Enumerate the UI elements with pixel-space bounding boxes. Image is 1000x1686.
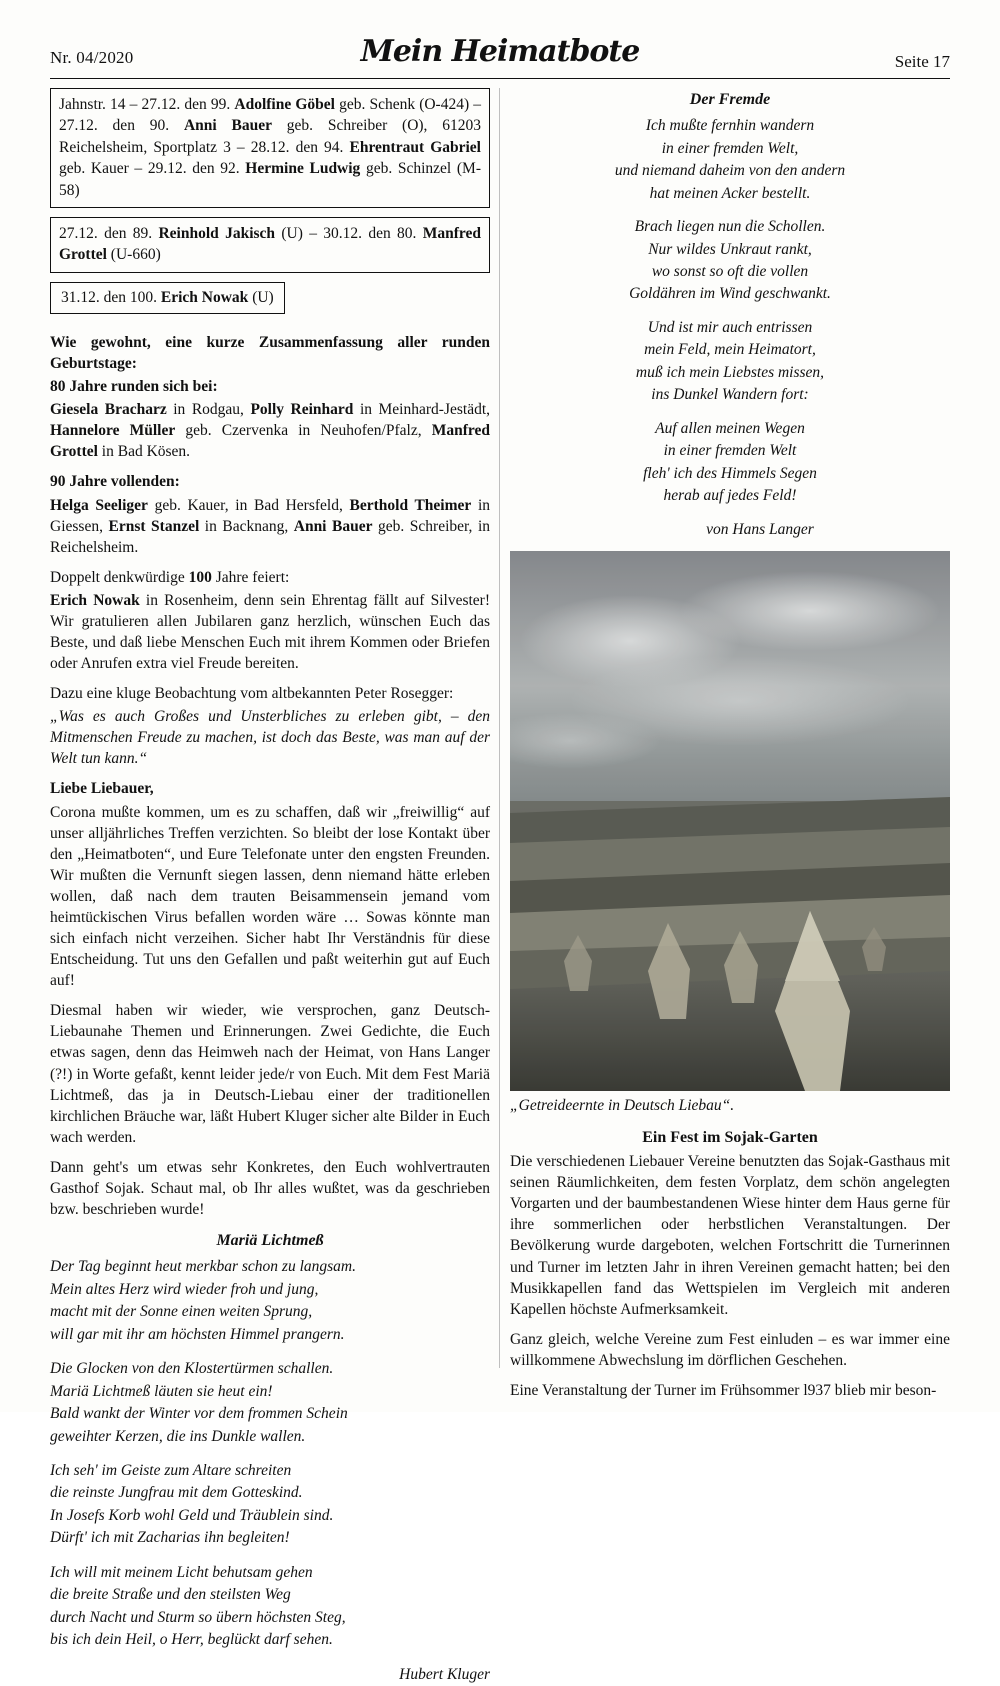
poem-line: Brach liegen nun die Schollen. xyxy=(634,218,826,236)
masthead xyxy=(50,34,950,74)
poem-line: Bald wankt der Winter vor dem frommen Schein xyxy=(50,1405,348,1423)
publication-title: Mein Heimatbote xyxy=(360,34,640,69)
letter-paragraph-2: Diesmal haben wir wieder, wie versprochen, ganz Deutsch-Liebaunahe Themen und Erinnerungen. Zwei Gedichte, die Euch etwas sagen, denn das Heimweh nach der Heimat, von Hans Langer (?!) in Worte gefaßt, kennt leider jede/r von Euch. Mit dem Fest Mariä Lichtmeß, das ja in Deutsch-Liebau einer der traditionellen kirchlichen Bräuche war, läßt Hubert Kluger sicher alte Bilder in Euch wach werden. xyxy=(50,1002,490,1146)
poem-line: Dürft' ich mit Zacharias ihn begleiten! xyxy=(50,1529,290,1547)
age-80-body: Giesela Bracharz in Rodgau, Polly Reinhard in Meinhard-Jestädt, Hannelore Müller geb. Czervenka in Neuhofen/Pfalz, Manfred Grottel in Bad Kösen. xyxy=(50,401,491,461)
poem-line: hat meinen Acker bestellt. xyxy=(649,184,811,202)
poem-line: in einer fremden Welt, xyxy=(661,139,799,157)
poem-stanza xyxy=(510,317,950,407)
letter-salutation: Liebe Liebauer, xyxy=(50,780,154,798)
poem-line: herab auf jedes Feld! xyxy=(663,487,797,505)
poem-line: In Josefs Korb wohl Geld und Träublein sind. xyxy=(50,1506,334,1524)
column-divider xyxy=(499,88,500,1368)
poem-line: ins Dunkel Wandern fort: xyxy=(651,386,809,404)
poem-line: Mariä Lichtmeß läuten sie heut ein! xyxy=(50,1382,273,1400)
photo-caption: „Getreideernte in Deutsch Liebau“. xyxy=(510,1097,735,1115)
page-number: Seite 17 xyxy=(894,52,950,71)
poem-line: muß ich mein Liebstes missen, xyxy=(635,363,825,381)
article-paragraph-2: Ganz gleich, welche Vereine zum Fest einluden – es war immer eine willkommene Abwechslung im dörflichen Geschehen. xyxy=(510,1330,950,1369)
poem-mariae-lichtmess xyxy=(50,1229,490,1686)
poem-line: bis ich dein Heil, o Herr, beglückt darf sehen. xyxy=(50,1631,333,1649)
poem-line: Ich will mit meinem Licht behutsam gehen xyxy=(50,1563,313,1581)
poem-line: will gar mit ihr am höchsten Himmel prangern. xyxy=(50,1325,345,1343)
poem-stanza xyxy=(510,115,950,205)
poem-line: die breite Straße und den steilsten Weg xyxy=(50,1586,291,1604)
poem-line: fleh' ich des Himmels Segen xyxy=(643,464,817,482)
rosegger-quote: „Was es auch Großes und Unsterbliches zu erleben gibt, – den Mitmenschen Freude zu machen, ist doch das Beste, was man auf der Welt tun kann.“ xyxy=(50,708,490,768)
poem-title: Mariä Lichtmeß xyxy=(216,1232,324,1250)
birthday-box-1: Jahnstr. 14 – 27.12. den 99. Adolfine Göbel geb. Schenk (O-424) – 27.12. den 90. Anni Bauer geb. Schreiber (O), 61203 Reichelsheim, Sportplatz 3 – 28.12. den 94. Ehrentraut Gabriel geb. Kauer – 29.12. den 92. Hermine Ludwig geb. Schinzel (M-58) xyxy=(50,88,490,208)
poem-line: Ich mußte fernhin wandern xyxy=(645,117,815,135)
age-80-lead: 80 Jahre runden sich bei: xyxy=(50,378,218,396)
poem-stanza xyxy=(50,1562,490,1652)
poem-stanza xyxy=(50,1460,490,1550)
poem-line: wo sonst so oft die vollen xyxy=(651,263,809,280)
photo-figure xyxy=(510,551,950,1115)
poem-title: Der Fremde xyxy=(689,91,771,108)
poem-line: Die Glocken von den Klostertürmen schallen. xyxy=(50,1360,334,1378)
poem-line: Ich seh' im Geiste zum Altare schreiten xyxy=(50,1461,292,1479)
header-divider xyxy=(50,78,950,79)
poem-stanza xyxy=(510,418,950,508)
birthday-box-2: 27.12. den 89. Reinhold Jakisch (U) – 30.12. den 80. Manfred Grottel (U-660) xyxy=(50,217,490,273)
poem-stanza xyxy=(50,1256,490,1346)
age-90-lead: 90 Jahre vollenden: xyxy=(50,473,180,491)
poem-line: Mein altes Herz wird wieder froh und jung, xyxy=(50,1280,319,1298)
age-90-body: Helga Seeliger geb. Kauer, in Bad Hersfeld, Berthold Theimer in Giessen, Ernst Stanzel in Backnang, Anni Bauer geb. Schreiber, in Reichelsheim. xyxy=(50,496,491,556)
poem-author: von Hans Langer xyxy=(706,520,814,538)
poem-stanza xyxy=(50,1358,490,1448)
poem-line: und niemand daheim von den andern xyxy=(614,162,846,180)
poem-stanza xyxy=(510,216,950,306)
right-column xyxy=(510,88,950,1410)
poem-der-fremde xyxy=(510,88,950,541)
article-paragraph-1: Die verschiedenen Liebauer Vereine benutzten das Sojak-Gasthaus mit seinen Räumlichkeiten, dem festen Vorplatz, dem schön angelegten Vorgarten und der baumbestandenen Wiese hinter dem Haus gerne für ihre sommerlichen oder herbstlichen Veranstaltungen. Der Bevölkerung wurde dargeboten, welchen Fortschritt die Turnerinnen und Turner im letzten Jahr in ihren Vereinen gemacht hatten; bei den Musikkapellen fand das Wettspielen im Vergleich mit anderen Kapellen höchste Aufmerksamkeit. xyxy=(510,1153,950,1318)
poem-line: macht mit der Sonne einen weiten Sprung, xyxy=(50,1303,313,1321)
poem-line: Nur wildes Unkraut rankt, xyxy=(648,240,812,258)
article-title: Ein Fest im Sojak-Garten xyxy=(642,1129,818,1147)
birthday-box-3: 31.12. den 100. Erich Nowak (U) xyxy=(50,282,285,314)
age-100-body: Erich Nowak in Rosenheim, denn sein Ehrentag fällt auf Silvester! Wir gratulieren allen Jubilaren ganz herzlich, wünschen Euch das Beste, und daß liebe Menschen Euch mit ihrem Kommen oder Briefen oder Anrufen extra viel Freude bereiten. xyxy=(50,591,490,673)
summary-heading: Wie gewohnt, eine kurze Zusammenfassung aller runden Geburtstage: xyxy=(50,334,490,373)
poem-line: die reinste Jungfrau mit dem Gotteskind. xyxy=(50,1484,303,1502)
issue-number: Nr. 04/2020 xyxy=(50,48,134,67)
harvest-photo-image xyxy=(510,551,950,1091)
poem-line: mein Feld, mein Heimatort, xyxy=(644,341,816,359)
age-100-lead: Doppelt denkwürdige 100 Jahre feiert: xyxy=(50,568,290,586)
poem-line: Goldähren im Wind geschwankt. xyxy=(629,285,831,303)
poem-line: Auf allen meinen Wegen xyxy=(655,419,805,437)
poem-line: geweihter Kerzen, die ins Dunkle wallen. xyxy=(50,1427,306,1445)
rosegger-intro: Dazu eine kluge Beobachtung vom altbekannten Peter Rosegger: xyxy=(50,685,454,703)
poem-line: durch Nacht und Sturm so übern höchsten Steg, xyxy=(50,1608,346,1626)
poem-line: in einer fremden Welt xyxy=(663,442,797,460)
poem-line: Der Tag beginnt heut merkbar schon zu langsam. xyxy=(50,1258,356,1276)
left-column xyxy=(50,88,490,1686)
letter-paragraph-1: Corona mußte kommen, um es zu schaffen, daß wir „freiwillig“ auf unser alljährliches Treffen verzichten. So bleibt der lose Kontakt über den „Heimatboten“, und Eure Telefonate unter den engsten Freunden. Wir mußten die Vernunft siegen lassen, denn niemand hätte erleben wollen, daß nach dem trauten Beisammensein jemand vom heimtückischen Virus befallen worden wäre … Sowas könnte man sich einfach nicht verzeihen. Sicher habt Ihr Verständnis für diese Entscheidung. Tut uns den Gefallen und paßt weiterhin gut auf Euch auf! xyxy=(50,803,490,990)
article-paragraph-3: Eine Veranstaltung der Turner im Frühsommer l937 blieb mir beson- xyxy=(510,1381,937,1399)
harvest-photo xyxy=(510,551,950,1091)
poem-author: Hubert Kluger xyxy=(399,1665,490,1683)
letter-paragraph-3: Dann geht's um etwas sehr Konkretes, den Euch wohlvertrauten Gasthof Sojak. Schaut mal, ob Ihr alles wußtet, was da geschrieben bzw. beschrieben wurde! xyxy=(50,1158,490,1218)
poem-line: Und ist mir auch entrissen xyxy=(647,318,813,336)
